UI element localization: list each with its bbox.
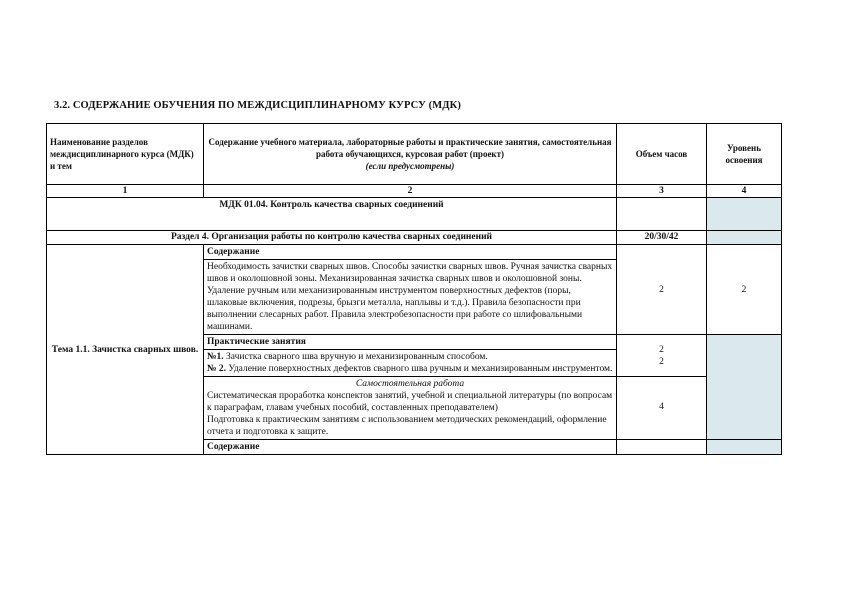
- topic-title: Тема 1.1. Зачистка сварных швов.: [47, 245, 204, 455]
- practice-level-cell: [707, 335, 782, 440]
- next-content-label: Содержание: [204, 440, 617, 455]
- content-label: Содержание: [204, 245, 617, 260]
- column-number-row: [47, 185, 782, 198]
- header-col1: Наименование разделов междисциплинарного курса (МДК) и тем: [47, 124, 204, 185]
- next-content-level-cell: [707, 440, 782, 455]
- practice-2-number: № 2.: [207, 364, 227, 374]
- section-row: [47, 231, 782, 245]
- self-work-cell: [204, 377, 617, 440]
- content-label-row: [47, 245, 782, 260]
- content-hours: 2: [617, 245, 707, 335]
- practice-1-text: Зачистка сварного шва вручную и механизированным способом.: [223, 352, 488, 362]
- header-row: [47, 124, 782, 185]
- section-level-cell: [707, 231, 782, 245]
- header-col2-main: Содержание учебного материала, лабораторные работы и практические занятия, самостоятельная работа обучающихся, курсовая работ (проект): [208, 137, 612, 159]
- practice-label: Практические занятия: [204, 335, 617, 350]
- col-number-2: 2: [204, 185, 617, 198]
- next-content-hours-cell: [617, 440, 707, 455]
- mdk-hours-cell: [617, 198, 707, 231]
- practice-hours-2: 2: [659, 356, 664, 367]
- self-work-hours: 4: [617, 377, 707, 440]
- curriculum-table: [46, 123, 782, 455]
- header-col3: Объем часов: [617, 124, 707, 185]
- mdk-level-cell: [707, 198, 782, 231]
- content-text: Необходимость зачистки сварных швов. Способы зачистки сварных швов. Ручная зачистка сварных швов и околошовной зоны. Механизированная зачистка сварных швов и околошовной зоны. Удаление ручным или механизированным инструментом поверхностных дефектов (поры, шлаковые включения, подрезы, брызги металла, наплывы и т.д.). Правила безопасности при выполнении слесарных работ. Правила электробезопасности при работе со шлифовальными машинами.: [204, 260, 617, 335]
- self-work-label: Самостоятельная работа: [355, 379, 465, 389]
- col-number-3: 3: [617, 185, 707, 198]
- practice-hours-1: 2: [659, 344, 664, 355]
- practice-2-text: Удаление поверхностных дефектов сварного шва ручным и механизированным инструментом.: [226, 364, 613, 374]
- mdk-row: [47, 198, 782, 231]
- practice-items: [204, 350, 617, 377]
- self-work-text-2: Подготовка к практическим занятиям с использованием методических рекомендаций, оформление отчета и подготовка к защите.: [207, 415, 607, 437]
- self-work-text-1: Систематическая проработка конспектов занятий, учебной и специальной литературы (по вопросам к параграфам, главам учебных пособий, составленных преподавателем): [207, 391, 613, 413]
- col-number-1: 1: [47, 185, 204, 198]
- page-title: 3.2. СОДЕРЖАНИЕ ОБУЧЕНИЯ ПО МЕЖДИСЦИПЛИНАРНОМУ КУРСУ (МДК): [54, 100, 461, 111]
- header-col2-note: (если предусмотрены): [365, 161, 455, 171]
- col-number-4: 4: [707, 185, 782, 198]
- header-col2: [204, 124, 617, 185]
- practice-1-number: №1.: [207, 352, 224, 362]
- mdk-title: МДК 01.04. Контроль качества сварных соединений: [47, 198, 617, 231]
- section-title: Раздел 4. Организация работы по контролю качества сварных соединений: [47, 231, 617, 245]
- section-hours: 20/30/42: [617, 231, 707, 245]
- header-col4: Уровень освоения: [707, 124, 782, 185]
- practice-hours-cell: [617, 335, 707, 377]
- content-level: 2: [707, 245, 782, 335]
